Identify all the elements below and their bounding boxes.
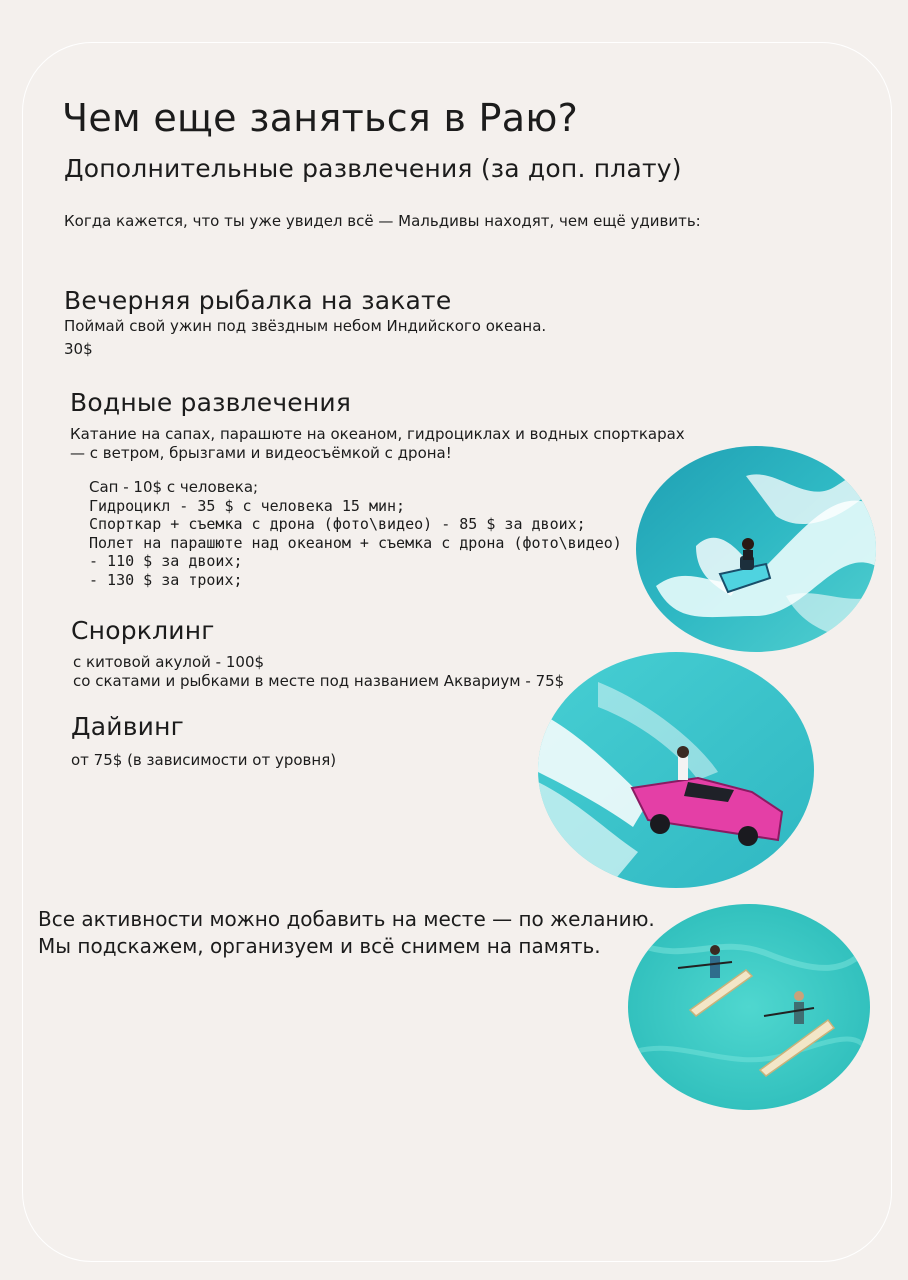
footer-line1: Все активности можно добавить на месте — по желанию. (38, 907, 655, 931)
water-description-line1: Катание на сапах, парашюте на океаном, гидроциклах и водных спорткарах (70, 425, 685, 443)
water-sportscar-photo (538, 652, 814, 888)
snorkeling-line1: с китовой акулой - 100$ (73, 653, 265, 671)
intro-text: Когда кажется, что ты уже увидел всё — Мальдивы находят, чем ещё удивить: (64, 212, 701, 230)
fishing-heading: Вечерняя рыбалка на закате (64, 286, 452, 315)
page-title: Чем еще заняться в Раю? (62, 96, 579, 140)
page-subtitle: Дополнительные развлечения (за доп. плату) (64, 154, 682, 183)
jetski-photo (636, 446, 876, 652)
price-item-parasail: Полет на парашюте над океаном + съемка с дрона (фото\видео) (89, 533, 622, 552)
water-heading: Водные развлечения (70, 388, 352, 417)
price-item-parasail-three: - 130 $ за троих; (89, 570, 243, 589)
sup-boarding-photo (628, 904, 870, 1110)
fishing-price: 30$ (64, 340, 93, 358)
footer-note (38, 906, 655, 960)
price-item-parasail-two: - 110 $ за двоих; (89, 552, 243, 570)
footer-line2: Мы подскажем, организуем и всё снимем на память. (38, 934, 601, 958)
snorkeling-line2: со скатами и рыбками в месте под названием Аквариум - 75$ (73, 672, 565, 690)
water-price-list (89, 478, 622, 589)
price-item-sup: Сап - 10$ с человека; (89, 478, 259, 496)
price-item-sportscar: Спорткар + съемка с дрона (фото\видео) - 85 $ за двоих; (89, 515, 586, 533)
water-description-line2: — с ветром, брызгами и видеосъёмкой с дрона! (70, 444, 452, 462)
snorkeling-heading: Снорклинг (71, 616, 215, 645)
fishing-description: Поймай свой ужин под звёздным небом Индийского океана. (64, 317, 547, 335)
diving-line1: от 75$ (в зависимости от уровня) (71, 751, 337, 769)
price-item-jetski: Гидроцикл - 35 $ с человека 15 мин; (89, 496, 406, 515)
diving-heading: Дайвинг (71, 712, 184, 741)
